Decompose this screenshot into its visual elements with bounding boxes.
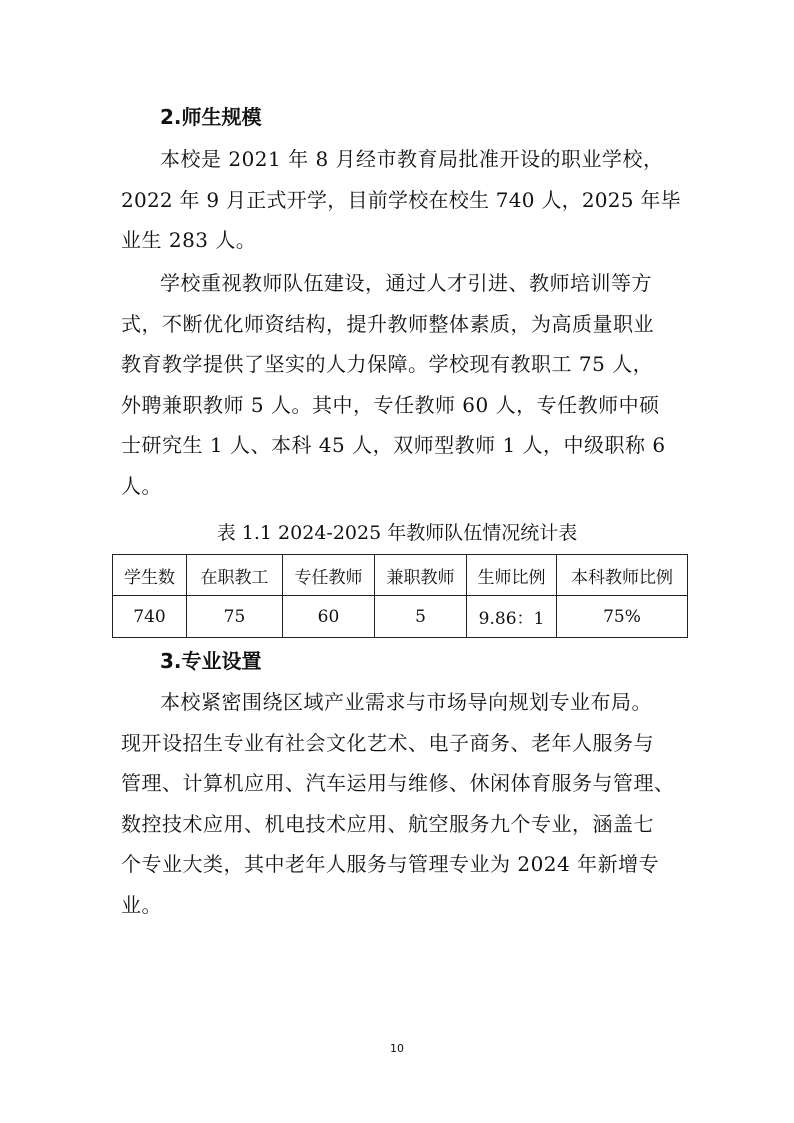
text-line: 教育教学提供了坚实的人力保障。学校现有教职工 75 人， (121, 352, 654, 376)
text-line: 本校是 2021 年 8 月经市教育局批准开设的职业学校， (160, 147, 664, 171)
cell-student-teacher-ratio: 9.86：1 (467, 596, 557, 638)
text-line: 士研究生 1 人、本科 45 人，双师型教师 1 人，中级职称 6 (121, 433, 666, 457)
header-fulltime-teachers: 专任教师 (283, 555, 375, 596)
cell-fulltime-teachers: 60 (283, 596, 375, 638)
section-2-paragraph-2 (121, 263, 681, 506)
table-caption: 表 1.1 2024-2025 年教师队伍情况统计表 (216, 522, 578, 544)
table-header-row (113, 555, 688, 596)
text-line: 本校紧密围绕区域产业需求与市场导向规划专业布局。 (160, 690, 652, 714)
cell-staff: 75 (187, 596, 283, 638)
header-students: 学生数 (113, 555, 187, 596)
cell-parttime-teachers: 5 (375, 596, 467, 638)
text-line: 学校重视教师队伍建设，通过人才引进、教师培训等方 (160, 271, 652, 295)
text-line: 业生 283 人。 (121, 228, 257, 252)
section-3-paragraph (121, 682, 681, 925)
text-line: 业。 (121, 892, 162, 917)
text-line: 现开设招生专业有社会文化艺术、电子商务、老年人服务与 (121, 730, 654, 755)
text-line: 人。 (121, 473, 162, 498)
section-2-heading: 2.师生规模 (160, 105, 262, 129)
text-line: 管理、计算机应用、汽车运用与维修、休闲体育服务与管理、 (121, 771, 675, 795)
header-parttime-teachers: 兼职教师 (375, 555, 467, 596)
table-row (113, 596, 688, 638)
text-line: 式，不断优化师资结构，提升教师整体素质，为高质量职业 (121, 311, 654, 336)
section-3-heading: 3.专业设置 (160, 649, 262, 673)
text-line: 数控技术应用、机电技术应用、航空服务九个专业，涵盖七 (121, 811, 654, 836)
header-staff: 在职教工 (187, 555, 283, 596)
cell-students: 740 (113, 596, 187, 638)
cell-bachelor-ratio: 75% (557, 596, 688, 638)
text-line: 2022 年 9 月正式开学，目前学校在校生 740 人，2025 年毕 (121, 187, 681, 212)
text-line: 外聘兼职教师 5 人。其中，专任教师 60 人，专任教师中硕 (121, 392, 660, 417)
header-student-teacher-ratio: 生师比例 (467, 555, 557, 596)
header-bachelor-ratio: 本科教师比例 (557, 555, 688, 596)
teacher-statistics-table (112, 554, 688, 638)
text-line: 个专业大类，其中老年人服务与管理专业为 2024 年新增专 (121, 852, 660, 876)
section-2-paragraph-1 (121, 139, 681, 261)
page-number: 10 (390, 1042, 404, 1055)
